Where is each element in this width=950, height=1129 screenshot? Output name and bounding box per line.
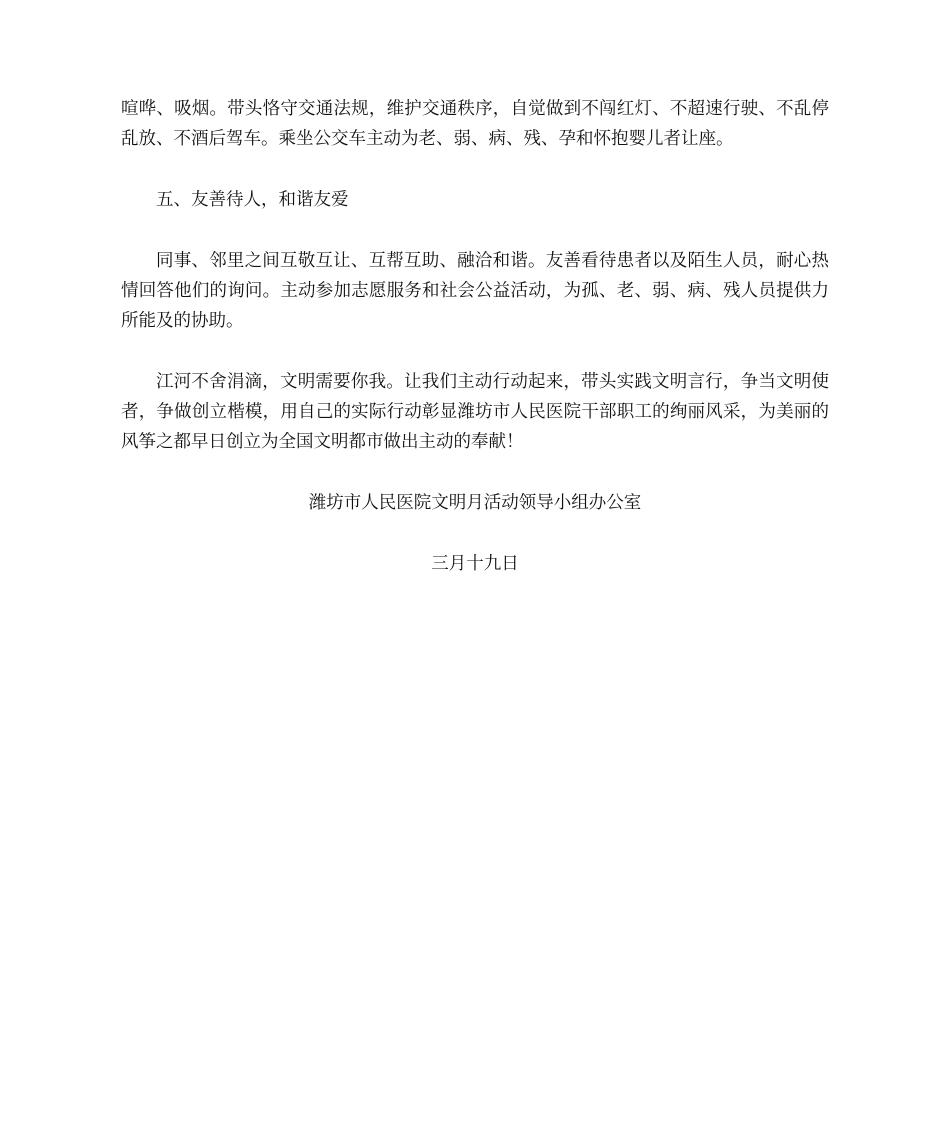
- section-heading-friendly: 五、友善待人，和谐友爱: [156, 190, 349, 210]
- paragraph-friendly: 同事、邻里之间互敬互让、互帮互助、融洽和谐。友善看待患者以及陌生人员，耐心热情回答他们的询问。主动参加志愿服务和社会公益活动，为孤、老、弱、病、残人员提供力所能及的协助。: [121, 251, 829, 331]
- paragraph-closing: 江河不舍涓滴，文明需要你我。让我们主动行动起来，带头实践文明言行，争当文明使者，争做创立楷模，用自己的实际行动彰显潍坊市人民医院干部职工的绚丽风采，为美丽的风筝之都早日创立为全国文明都市做出主动的奉献！: [121, 372, 829, 452]
- paragraph-traffic-rules: 喧哗、吸烟。带头恪守交通法规，维护交通秩序，自觉做到不闯红灯、不超速行驶、不乱停乱放、不酒后驾车。乘坐公交车主动为老、弱、病、残、孕和怀抱婴儿者让座。: [121, 99, 829, 149]
- signature-organization: 潍坊市人民医院文明月活动领导小组办公室: [308, 493, 642, 513]
- document-body: [121, 94, 829, 579]
- signature-date: 三月十九日: [431, 554, 519, 574]
